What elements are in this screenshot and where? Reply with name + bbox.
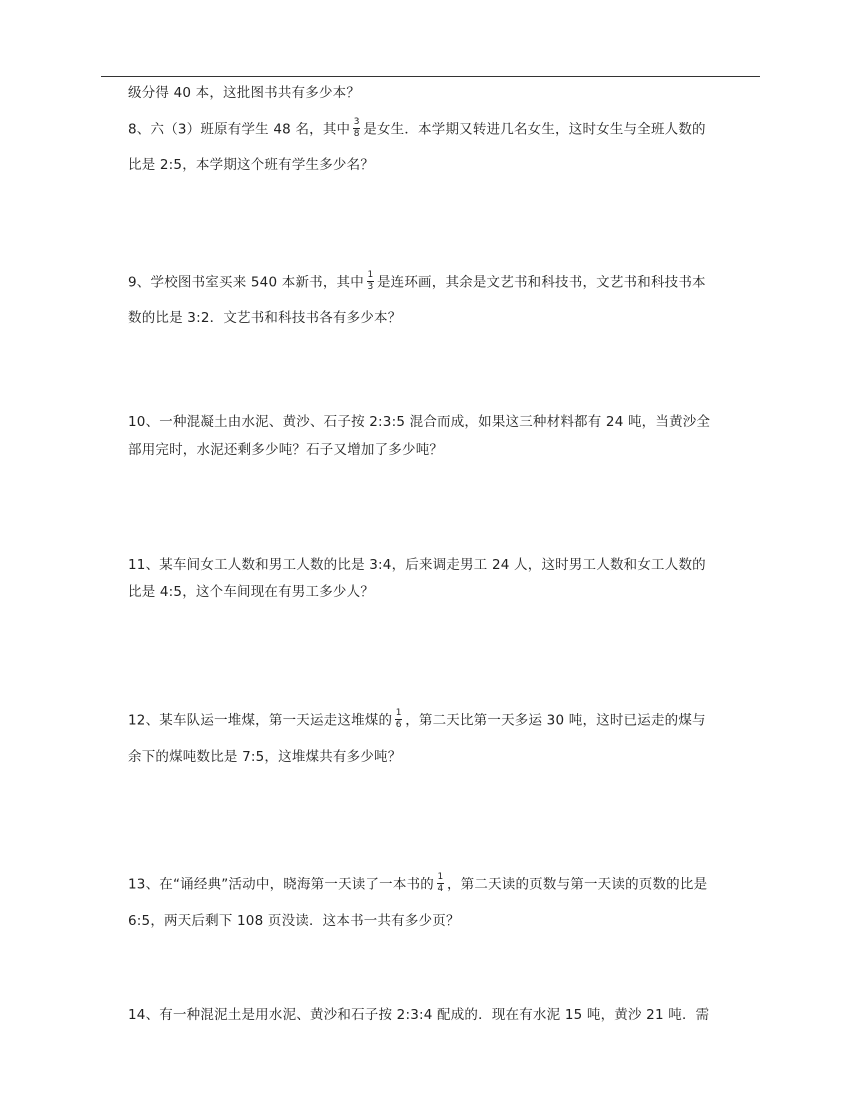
header-rule bbox=[101, 76, 760, 77]
question-8-line-2: 比是 2:5，本学期这个班有学生多少名？ bbox=[128, 157, 375, 173]
fraction: $\frac{1}{3}$ bbox=[367, 270, 374, 292]
question-12-line-2: 余下的煤吨数比是 7:5，这堆煤共有多少吨？ bbox=[128, 749, 402, 765]
question-12-line-1: 12、某车队运一堆煤，第一天运走这堆煤的 $\frac{1}{6}$ ，第二天比第一天多运 30 吨，这时已运走的煤与 bbox=[128, 708, 706, 730]
fraction: $\frac{1}{6}$ bbox=[395, 708, 402, 730]
question-11-line-2: 比是 4:5，这个车间现在有男工多少人？ bbox=[128, 584, 375, 600]
question-13-line-1: 13、在“诵经典”活动中，晓海第一天读了一本书的 $\frac{1}{4}$ ，第二天读的页数与第一天读的页数的比是 bbox=[128, 872, 708, 894]
question-9-line-2: 数的比是 3:2．文艺书和科技书各有多少本？ bbox=[128, 310, 402, 326]
question-11-line-1: 11、某车间女工人数和男工人数的比是 3:4，后来调走男工 24 人，这时男工人数和女工人数的 bbox=[128, 557, 706, 573]
fraction: $\frac{3}{8}$ bbox=[353, 117, 360, 139]
question-8-line-1: 8、六（3）班原有学生 48 名，其中 $\frac{3}{8}$ 是女生．本学期又转进几名女生，这时女生与全班人数的 bbox=[128, 117, 706, 139]
question-9-line-1: 9、学校图书室买来 540 本新书，其中 $\frac{1}{3}$ 是连环画，其余是文艺书和科技书，文艺书和科技书本 bbox=[128, 270, 706, 292]
question-14-line-1: 14、有一种混泥土是用水泥、黄沙和石子按 2:3:4 配成的．现在有水泥 15 吨，黄沙 21 吨．需 bbox=[128, 1007, 710, 1023]
question-7-line-2: 级分得 40 本，这批图书共有多少本？ bbox=[128, 85, 361, 101]
question-13-line-2: 6:5，两天后剩下 108 页没读．这本书一共有多少页？ bbox=[128, 913, 460, 929]
fraction: $\frac{1}{4}$ bbox=[437, 872, 444, 894]
question-10-line-2: 部用完时，水泥还剩多少吨？石子又增加了多少吨？ bbox=[128, 442, 444, 458]
question-10-line-1: 10、一种混凝土由水泥、黄沙、石子按 2:3:5 混合而成，如果这三种材料都有 24 吨，当黄沙全 bbox=[128, 414, 711, 430]
